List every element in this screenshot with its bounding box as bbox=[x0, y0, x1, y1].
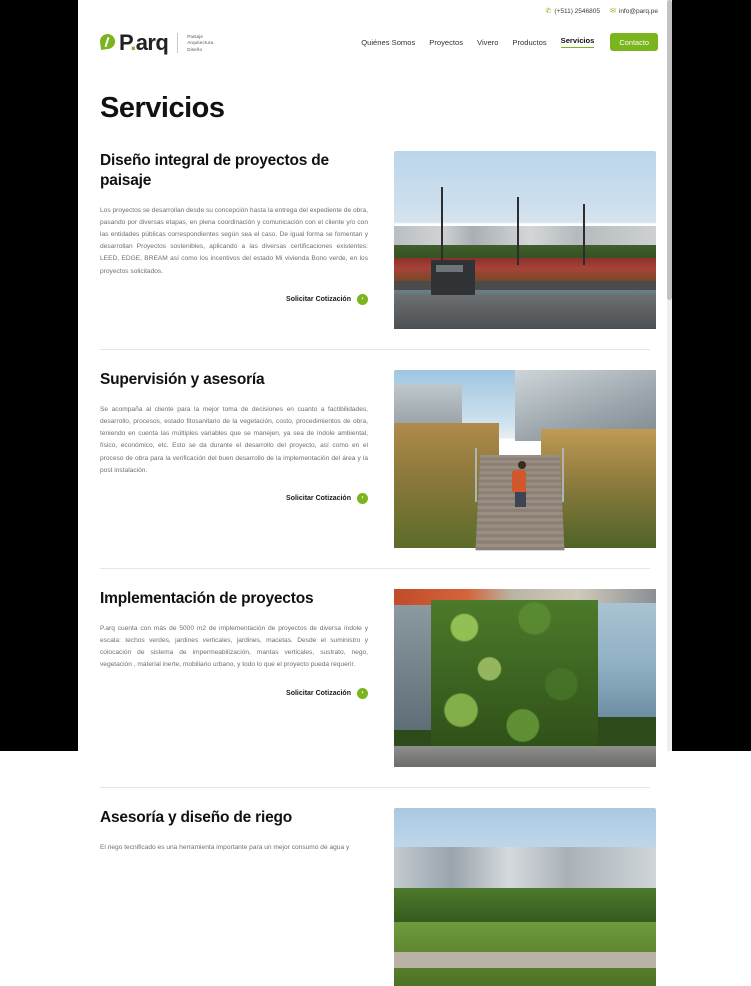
service-section-3 bbox=[100, 589, 650, 767]
logo[interactable] bbox=[100, 31, 215, 54]
service-title-3: Implementación de proyectos bbox=[100, 590, 314, 607]
contacto-button[interactable]: Contacto bbox=[610, 33, 658, 51]
service-body-2: Se acompaña al cliente para la mejor toma de decisiones en cuanto a factibilidades, desarrollo, procesos, estado fitosanitario de la vegetación, costo, procedimientos de obra, teniendo en cuenta las múltiples variables que se manejen, ya sea de índole ambiental, físico, económico, etc. Esto se da durante el desarrollo del proyecto, así como en el proceso de obra para la verificación del buen desarrollo de la implementación del área y la post instalación. bbox=[100, 405, 368, 474]
quote-button-1[interactable] bbox=[100, 294, 368, 305]
right-gutter bbox=[672, 0, 751, 751]
quote-label-3: Solicitar Cotización bbox=[286, 689, 351, 697]
logo-tagline: Paisaje Arquitectura. Diseño bbox=[187, 33, 215, 52]
service-text-4 bbox=[100, 808, 368, 986]
service-section-1 bbox=[100, 151, 650, 329]
nav-item-vivero[interactable]: Vivero bbox=[477, 37, 499, 47]
phone-number: (+511) 2546805 bbox=[554, 7, 600, 15]
chevron-right-icon: › bbox=[357, 688, 368, 699]
browser-viewport bbox=[78, 0, 672, 851]
service-title-1: Diseño integral de proyectos de paisaje bbox=[100, 152, 329, 189]
nav-item-servicios[interactable]: Servicios bbox=[561, 36, 595, 48]
quote-button-3[interactable] bbox=[100, 688, 368, 699]
divider-1 bbox=[100, 349, 650, 350]
service-image-4 bbox=[394, 808, 656, 986]
page-content bbox=[78, 62, 672, 986]
leaf-icon bbox=[100, 34, 115, 49]
scrollbar-track[interactable] bbox=[667, 0, 672, 751]
email-contact[interactable] bbox=[610, 8, 658, 15]
nav-item-productos[interactable]: Productos bbox=[512, 37, 547, 47]
nav-item-quienes-somos[interactable]: Quiénes Somos bbox=[361, 37, 416, 47]
divider-3 bbox=[100, 787, 650, 788]
service-image-3 bbox=[394, 589, 656, 767]
quote-label-2: Solicitar Cotización bbox=[286, 494, 351, 502]
service-text-3 bbox=[100, 589, 368, 767]
divider-2 bbox=[100, 568, 650, 569]
phone-icon: ✆ bbox=[545, 7, 552, 15]
service-section-4 bbox=[100, 808, 650, 986]
mail-icon: ✉ bbox=[610, 7, 616, 15]
nav-item-proyectos[interactable]: Proyectos bbox=[429, 37, 464, 47]
service-text-2 bbox=[100, 370, 368, 548]
service-body-3: P.arq cuenta con más de 5000 m2 de implementación de proyectos de diversa índole y escala: techos verdes, jardines verticales, jardines, macetas. Desde el suministro y colocación de sistema de impermeabilización, mantas verticales, sustrato, nego, vegetación , material inerte, mobiliario urbano, y todo lo que el proyecto pueda requerir. bbox=[100, 624, 368, 669]
service-section-2 bbox=[100, 370, 650, 548]
email-address: info@parq.pe bbox=[618, 7, 658, 15]
phone-contact[interactable] bbox=[546, 8, 600, 15]
service-body-4: El riego tecnificado es una herramienta importante para un mejor consumo de agua y bbox=[100, 843, 350, 851]
main-nav bbox=[361, 33, 658, 51]
service-image-1 bbox=[394, 151, 656, 329]
page-title: Servicios bbox=[100, 92, 225, 124]
chevron-right-icon: › bbox=[357, 493, 368, 504]
logo-wordmark: P.arq bbox=[119, 29, 169, 55]
service-title-4: Asesoría y diseño de riego bbox=[100, 809, 293, 826]
service-title-2: Supervisión y asesoría bbox=[100, 371, 265, 388]
service-text-1 bbox=[100, 151, 368, 329]
site-header bbox=[78, 22, 672, 62]
utility-topbar bbox=[78, 0, 672, 22]
left-gutter bbox=[0, 0, 78, 751]
service-body-1: Los proyectos se desarrollan desde su concepción hasta la entrega del expediente de obra, pasando por diversas etapas, en plena coordinación y comunicación con el cliente y/o con las entidades públicas correspondientes según sea el caso. De igual forma se fomentan y desarrollan Proyectos sostenibles, aplicando a las diversas certificaciones existentes: LEED, EDGE, BREAM así como los incentivos del estado Mi vivienda Bono verde, en los proyectos solicitados. bbox=[100, 206, 368, 275]
quote-button-2[interactable] bbox=[100, 493, 368, 504]
scrollbar-thumb[interactable] bbox=[667, 0, 672, 300]
service-image-2 bbox=[394, 370, 656, 548]
quote-label-1: Solicitar Cotización bbox=[286, 295, 351, 303]
logo-divider bbox=[177, 33, 178, 53]
chevron-right-icon: › bbox=[357, 294, 368, 305]
